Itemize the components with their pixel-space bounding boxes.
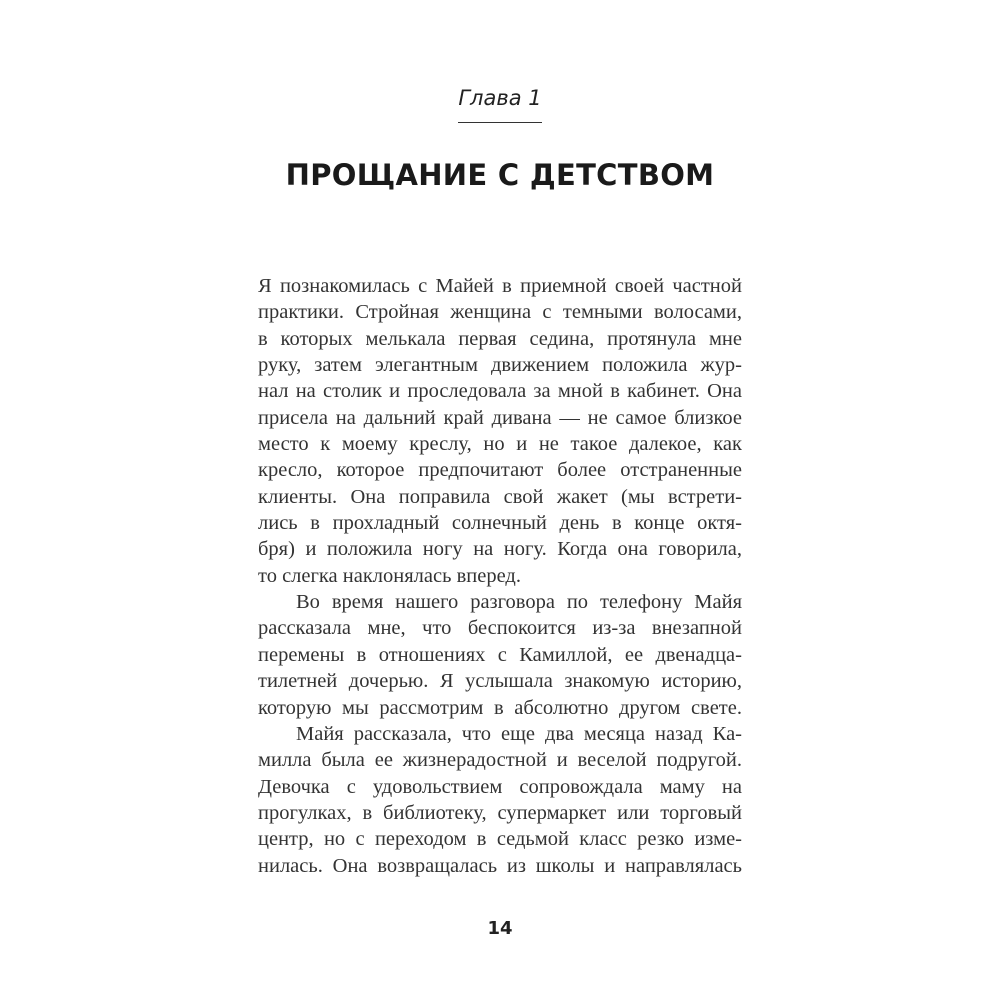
text-line: Я познакомилась с Майей в приемной своей частной xyxy=(258,275,742,297)
text-line: Девочка с удовольствием сопровождала маму на xyxy=(258,775,742,798)
text-line: место к моему креслу, но и не такое далекое, как xyxy=(258,433,742,456)
text-line: Во время нашего разговора по телефону Майя xyxy=(296,591,742,614)
text-line: прогулках, в библиотеку, супермаркет или торговый xyxy=(258,801,742,824)
text-line: лись в прохладный солнечный день в конце октя- xyxy=(258,512,742,535)
text-line: милла была ее жизнерадостной и веселой подругой. xyxy=(258,749,742,772)
page-number: 14 xyxy=(487,918,513,939)
chapter-label: Глава 1 xyxy=(458,86,542,110)
text-line: перемены в отношениях с Камиллой, ее двенадца- xyxy=(258,643,742,666)
text-line: в которых мелькала первая седина, протянула мне xyxy=(258,327,742,350)
chapter-title: ПРОЩАНИЕ С ДЕТСТВОМ xyxy=(285,158,715,192)
chapter-underline xyxy=(458,122,542,123)
body-text xyxy=(258,273,742,879)
text-line: рассказала мне, что беспокоится из-за внезапной xyxy=(258,617,742,640)
text-line: кресло, которое предпочитают более отстраненные xyxy=(258,459,742,482)
text-line: Майя рассказала, что еще два месяца назад Ка- xyxy=(296,722,742,745)
text-line: центр, но с переходом в седьмой класс резко изме- xyxy=(258,828,742,851)
text-line: присела на дальний край дивана — не самое близкое xyxy=(258,406,742,429)
text-line: нал на столик и проследовала за мной в кабинет. Она xyxy=(258,380,742,403)
text-line: которую мы рассмотрим в абсолютно другом свете. xyxy=(258,696,742,719)
text-line: практики. Стройная женщина с темными волосами, xyxy=(258,301,742,324)
text-line: клиенты. Она поправила свой жакет (мы встрети- xyxy=(258,485,742,508)
text-line: бря) и положила ногу на ногу. Когда она говорила, xyxy=(258,538,742,561)
text-line: руку, затем элегантным движением положила жур- xyxy=(258,354,742,377)
text-line: то слегка наклонялась вперед. xyxy=(258,564,521,587)
text-line: нилась. Она возвращалась из школы и направлялась xyxy=(258,854,742,877)
text-line: тилетней дочерью. Я услышала знакомую историю, xyxy=(258,670,742,693)
